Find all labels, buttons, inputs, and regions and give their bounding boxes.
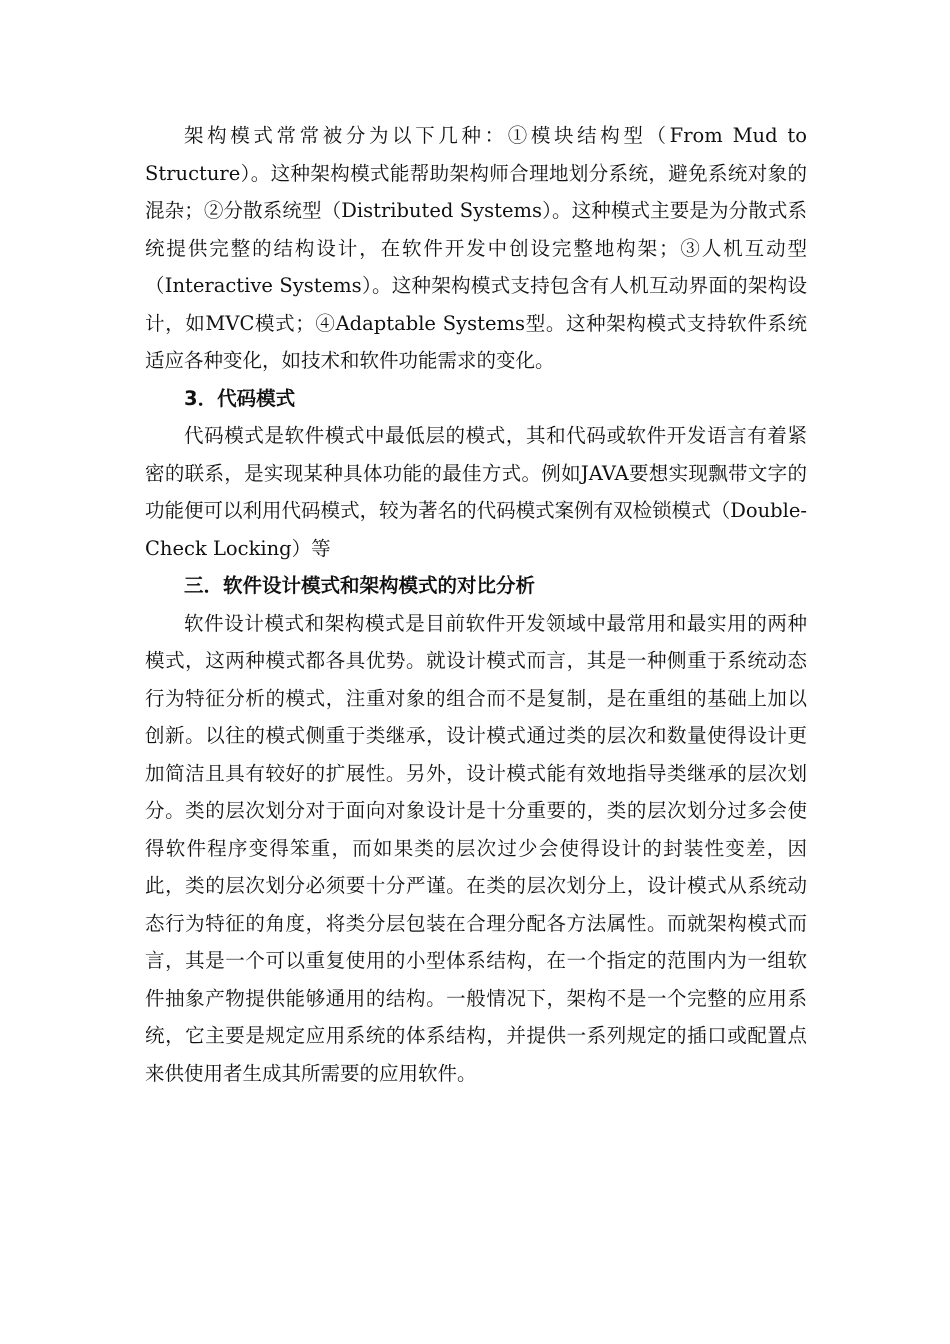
heading-code-patterns: 3．代码模式 [184, 386, 296, 410]
paragraph-comparison: 软件设计模式和架构模式是目前软件开发领域中最常用和最实用的两种模式，这两种模式都各具优势。就设计模式而言，其是一种侧重于系统动态行为特征分析的模式，注重对象的组合而不是复制，是在重组的基础上加以创新。以往的模式侧重于类继承，设计模式通过类的层次和数量使得设计更加简洁且具有较好的扩展性。另外，设计模式能有效地指导类继承的层次划分。类的层次划分对于面向对象设计是十分重要的，类的层次划分过多会使得软件程序变得笨重，而如果类的层次过少会使得设计的封装性变差，因此，类的层次划分必须要十分严谨。在类的层次划分上，设计模式从系统动态行为特征的角度，将类分层包装在合理分配各方法属性。而就架构模式而言，其是一个可以重复使用的小型体系结构，在一个指定的范围内为一组软件抽象产物提供能够通用的结构。一般情况下，架构不是一个完整的应用系统，它主要是规定应用系统的体系结构，并提供一系列规定的插口或配置点来供使用者生成其所需要的应用软件。 [145, 611, 807, 1085]
document-page [145, 117, 807, 1092]
paragraph-architecture-patterns: 架构模式常常被分为以下几种：①模块结构型（From Mud to Structure）。这种架构模式能帮助架构师合理地划分系统，避免系统对象的混杂；②分散系统型（Distributed Systems）。这种模式主要是为分散式系统提供完整的结构设计，在软件开发中创设完整地构架；③人机互动型（Interactive Systems）。这种架构模式支持包含有人机互动界面的架构设计，如MVC模式；④Adaptable Systems型。这种架构模式支持软件系统适应各种变化，如技术和软件功能需求的变化。 [145, 124, 807, 372]
paragraph-code-patterns: 代码模式是软件模式中最低层的模式，其和代码或软件开发语言有着紧密的联系，是实现某种具体功能的最佳方式。例如JAVA要想实现飘带文字的功能便可以利用代码模式，较为著名的代码模式案例有双检锁模式（Double-Check Locking）等 [145, 424, 807, 560]
heading-comparison: 三．软件设计模式和架构模式的对比分析 [184, 574, 536, 597]
